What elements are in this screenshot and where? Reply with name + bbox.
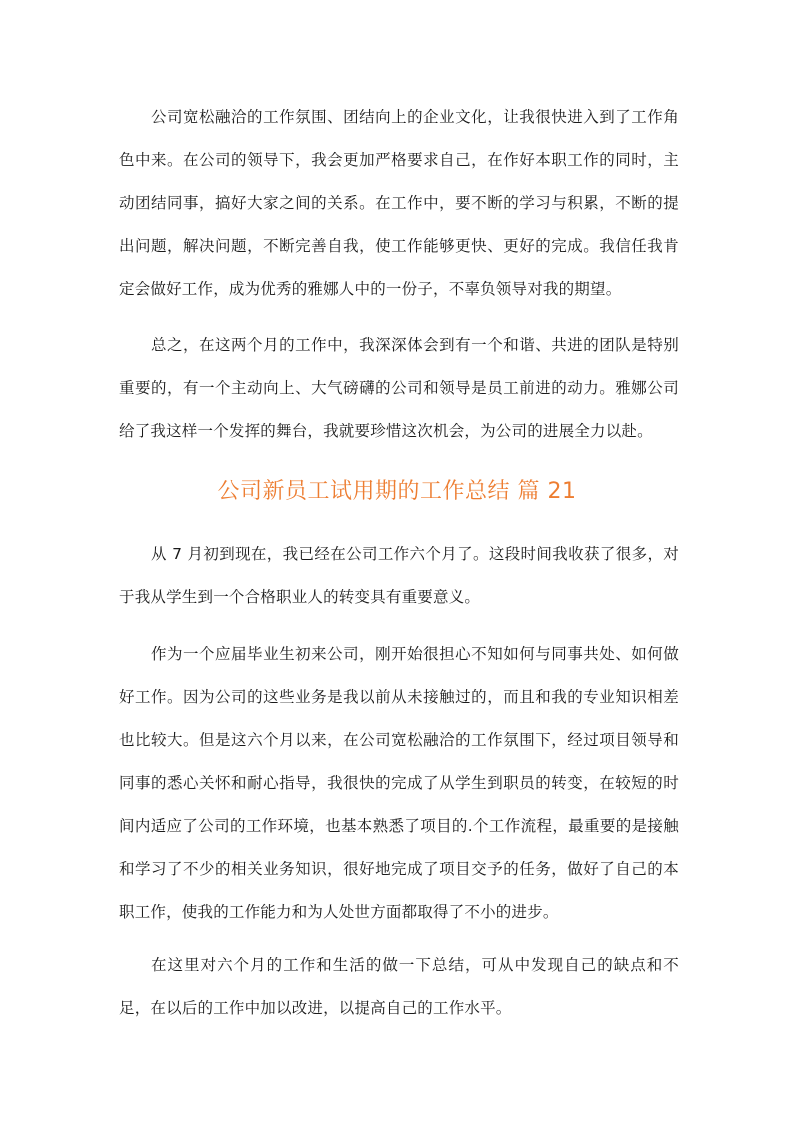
paragraph: 从 7 月初到现在，我已经在公司工作六个月了。这段时间我收获了很多，对于我从学生到一个合格职业人的转变具有重要意义。 — [119, 545, 679, 606]
paragraph: 总之，在这两个月的工作中，我深深体会到有一个和谐、共进的团队是特别重要的，有一个主动向上、大气磅礴的公司和领导是员工前进的动力。雅娜公司给了我这样一个发挥的舞台，我就要珍惜这次机会，为公司的进展全力以赴。 — [119, 336, 679, 440]
paragraph: 在这里对六个月的工作和生活的做一下总结，可从中发现自己的缺点和不足，在以后的工作中加以改进，以提高自己的工作水平。 — [119, 956, 679, 1017]
section-heading: 公司新员工试用期的工作总结 篇 21 — [217, 479, 577, 504]
paragraph: 作为一个应届毕业生初来公司，刚开始很担心不知如何与同事共处、如何做好工作。因为公司的这些业务是我以前从未接触过的，而且和我的专业知识相差也比较大。但是这六个月以来，在公司宽松融洽的工作氛围下，经过项目领导和同事的悉心关怀和耐心指导，我很快的完成了从学生到职员的转变，在较短的时间内适应了公司的工作环境，也基本熟悉了项目的.个工作流程，最重要的是接触和学习了不少的相关业务知识，很好地完成了项目交予的任务，做好了自己的本职工作，使我的工作能力和为人处世方面都取得了不小的进步。 — [119, 645, 679, 921]
paragraph: 公司宽松融洽的工作氛围、团结向上的企业文化，让我很快进入到了工作角色中来。在公司的领导下，我会更加严格要求自己，在作好本职工作的同时，主动团结同事，搞好大家之间的关系。在工作中，要不断的学习与积累，不断的提出问题，解决问题，不断完善自我，使工作能够更快、更好的完成。我信任我肯定会做好工作，成为优秀的雅娜人中的一份子，不辜负领导对我的期望。 — [119, 108, 679, 298]
